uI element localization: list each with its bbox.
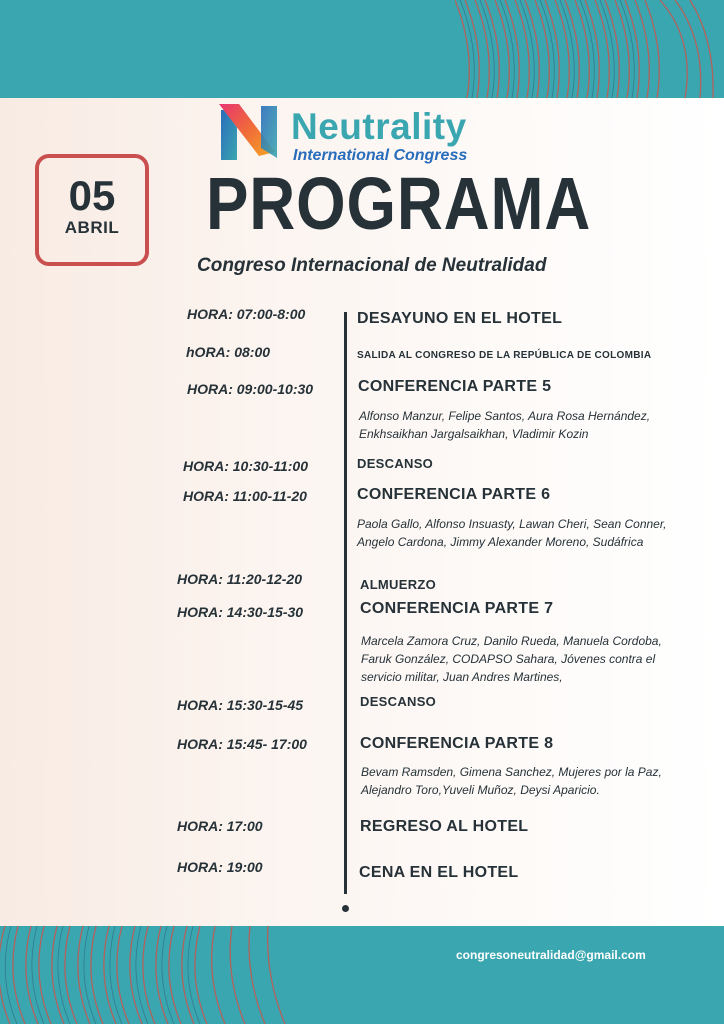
schedule-event: DESCANSO	[357, 456, 434, 471]
speaker-list	[361, 763, 681, 799]
speaker-line: Alfonso Manzur, Felipe Santos, Aura Rosa Hernández,	[359, 409, 651, 423]
brand-name: Neutrality	[291, 106, 467, 147]
schedule-event: CONFERENCIA PARTE 7	[360, 600, 554, 617]
speaker-list	[359, 407, 679, 443]
n-logo-icon	[217, 104, 279, 162]
schedule-event: ALMUERZO	[360, 577, 437, 592]
speaker-line: Marcela Zamora Cruz, Danilo Rueda, Manuela Cordoba,	[361, 634, 662, 648]
schedule-event: CENA EN EL HOTEL	[359, 864, 519, 881]
schedule-time: HORA: 10:30-11:00	[183, 458, 309, 474]
schedule-event: CONFERENCIA PARTE 5	[358, 378, 552, 395]
speaker-line: Enkhsaikhan Jargalsaikhan, Vladimir Kozin	[359, 427, 589, 441]
date-month: ABRIL	[64, 218, 120, 237]
speaker-line: Alejandro Toro,Yuveli Muñoz, Deysi Aparicio.	[361, 783, 600, 797]
schedule-time: HORA: 11:20-12-20	[177, 571, 303, 587]
speaker-list	[357, 515, 677, 551]
speaker-line: Angelo Cardona, Jimmy Alexander Moreno, Sudáfrica	[357, 535, 644, 549]
timeline-end-dot	[342, 905, 349, 912]
decorative-lines	[0, 926, 300, 1024]
schedule-event: REGRESO AL HOTEL	[360, 818, 529, 835]
schedule-time: HORA: 19:00	[177, 859, 263, 875]
schedule-event: CONFERENCIA PARTE 8	[360, 735, 554, 752]
speaker-line: servicio militar, Juan Andres Martines,	[361, 670, 563, 684]
schedule-event: SALIDA AL CONGRESO DE LA REPÚBLICA DE COLOMBIA	[357, 350, 652, 361]
schedule-event: DESAYUNO EN EL HOTEL	[357, 310, 563, 327]
schedule-time: hORA: 08:00	[186, 344, 271, 360]
date-badge	[35, 154, 149, 266]
page-subtitle: Congreso Internacional de Neutralidad	[197, 255, 547, 276]
page-title: PROGRAMA	[206, 162, 592, 245]
schedule-time: HORA: 14:30-15-30	[177, 604, 304, 620]
schedule-time: HORA: 09:00-10:30	[187, 381, 314, 397]
speaker-list	[361, 632, 681, 686]
schedule-time: HORA: 15:30-15-45	[177, 697, 304, 713]
timeline-line	[344, 312, 347, 894]
schedule-event: DESCANSO	[360, 694, 437, 709]
brand-subtitle: International Congress	[293, 147, 468, 164]
decorative-lines	[455, 0, 724, 98]
speaker-line: Bevam Ramsden, Gimena Sanchez, Mujeres por la Paz,	[361, 765, 662, 779]
schedule-time: HORA: 11:00-11-20	[183, 488, 307, 504]
schedule-event: CONFERENCIA PARTE 6	[357, 486, 551, 503]
schedule-time: HORA: 07:00-8:00	[187, 306, 306, 322]
speaker-line: Faruk González, CODAPSO Sahara, Jóvenes contra el	[361, 652, 656, 666]
contact-email[interactable]: congresoneutralidad@gmail.com	[456, 948, 646, 962]
top-decorative-band	[0, 0, 724, 98]
bottom-decorative-band	[0, 926, 724, 1024]
date-day: 05	[68, 172, 116, 219]
schedule-time: HORA: 15:45- 17:00	[177, 736, 307, 752]
schedule-time: HORA: 17:00	[177, 818, 263, 834]
speaker-line: Paola Gallo, Alfonso Insuasty, Lawan Cheri, Sean Conner,	[357, 517, 667, 531]
